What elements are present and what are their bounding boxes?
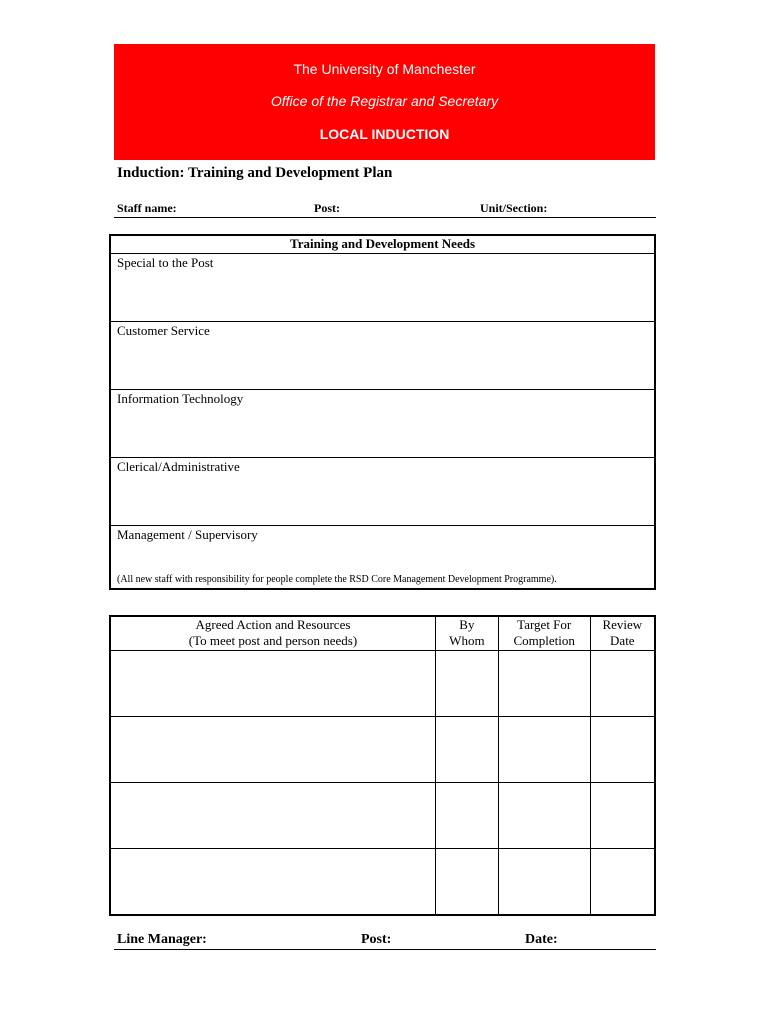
- action-cell[interactable]: [110, 651, 435, 717]
- review-cell[interactable]: [590, 717, 655, 783]
- col-agreed-action-line2: (To meet post and person needs): [188, 633, 358, 648]
- signoff-row: [114, 932, 656, 950]
- target-cell[interactable]: [498, 783, 590, 849]
- banner-title: LOCAL INDUCTION: [319, 126, 450, 142]
- header-banner: [114, 44, 655, 160]
- needs-row-label: Clerical/Administrative: [117, 459, 240, 474]
- table-row: [110, 849, 655, 916]
- table-row: [110, 651, 655, 717]
- by-whom-cell[interactable]: [435, 717, 498, 783]
- col-target-completion: [498, 616, 590, 651]
- needs-row-label: Special to the Post: [117, 255, 214, 270]
- needs-row-customer-service[interactable]: [110, 322, 655, 390]
- col-agreed-action-line1: Agreed Action and Resources: [195, 617, 351, 632]
- management-note: (All new staff with responsibility for people complete the RSD Core Management Development Programme).: [117, 574, 557, 585]
- signoff-date-label: Date:: [525, 932, 558, 947]
- table-row: [110, 783, 655, 849]
- col-by-whom-line1: By: [459, 617, 475, 632]
- col-agreed-action: [110, 616, 435, 651]
- needs-row-management[interactable]: [110, 526, 655, 590]
- review-cell[interactable]: [590, 651, 655, 717]
- unit-section-label: Unit/Section:: [480, 201, 548, 215]
- needs-row-label: Information Technology: [117, 391, 244, 406]
- needs-row-label: Customer Service: [117, 323, 210, 338]
- action-cell[interactable]: [110, 783, 435, 849]
- review-cell[interactable]: [590, 783, 655, 849]
- col-review-date: [590, 616, 655, 651]
- post-label: Post:: [314, 201, 340, 215]
- col-by-whom: [435, 616, 498, 651]
- line-manager-label: Line Manager:: [117, 932, 207, 947]
- col-target-line2: Completion: [513, 633, 575, 648]
- action-cell[interactable]: [110, 849, 435, 916]
- by-whom-cell[interactable]: [435, 783, 498, 849]
- target-cell[interactable]: [498, 849, 590, 916]
- col-review-line2: Date: [610, 633, 635, 648]
- needs-row-it[interactable]: [110, 390, 655, 458]
- col-by-whom-line2: Whom: [449, 633, 485, 648]
- col-review-line1: Review: [602, 617, 643, 632]
- needs-row-label: Management / Supervisory: [117, 527, 258, 542]
- review-cell[interactable]: [590, 849, 655, 916]
- actions-table: [109, 615, 656, 916]
- office-name: Office of the Registrar and Secretary: [270, 93, 499, 109]
- col-target-line1: Target For: [517, 617, 572, 632]
- training-needs-table: [109, 234, 656, 590]
- by-whom-cell[interactable]: [435, 849, 498, 916]
- target-cell[interactable]: [498, 651, 590, 717]
- signoff-post-label: Post:: [361, 932, 392, 947]
- by-whom-cell[interactable]: [435, 651, 498, 717]
- university-name: The University of Manchester: [293, 61, 476, 77]
- needs-table-header: Training and Development Needs: [110, 235, 655, 254]
- staff-details-row: [114, 201, 656, 218]
- needs-row-special[interactable]: [110, 254, 655, 322]
- page-title: Induction: Training and Development Plan: [117, 165, 393, 181]
- staff-name-label: Staff name:: [117, 201, 177, 215]
- needs-row-clerical[interactable]: [110, 458, 655, 526]
- action-cell[interactable]: [110, 717, 435, 783]
- target-cell[interactable]: [498, 717, 590, 783]
- table-row: [110, 717, 655, 783]
